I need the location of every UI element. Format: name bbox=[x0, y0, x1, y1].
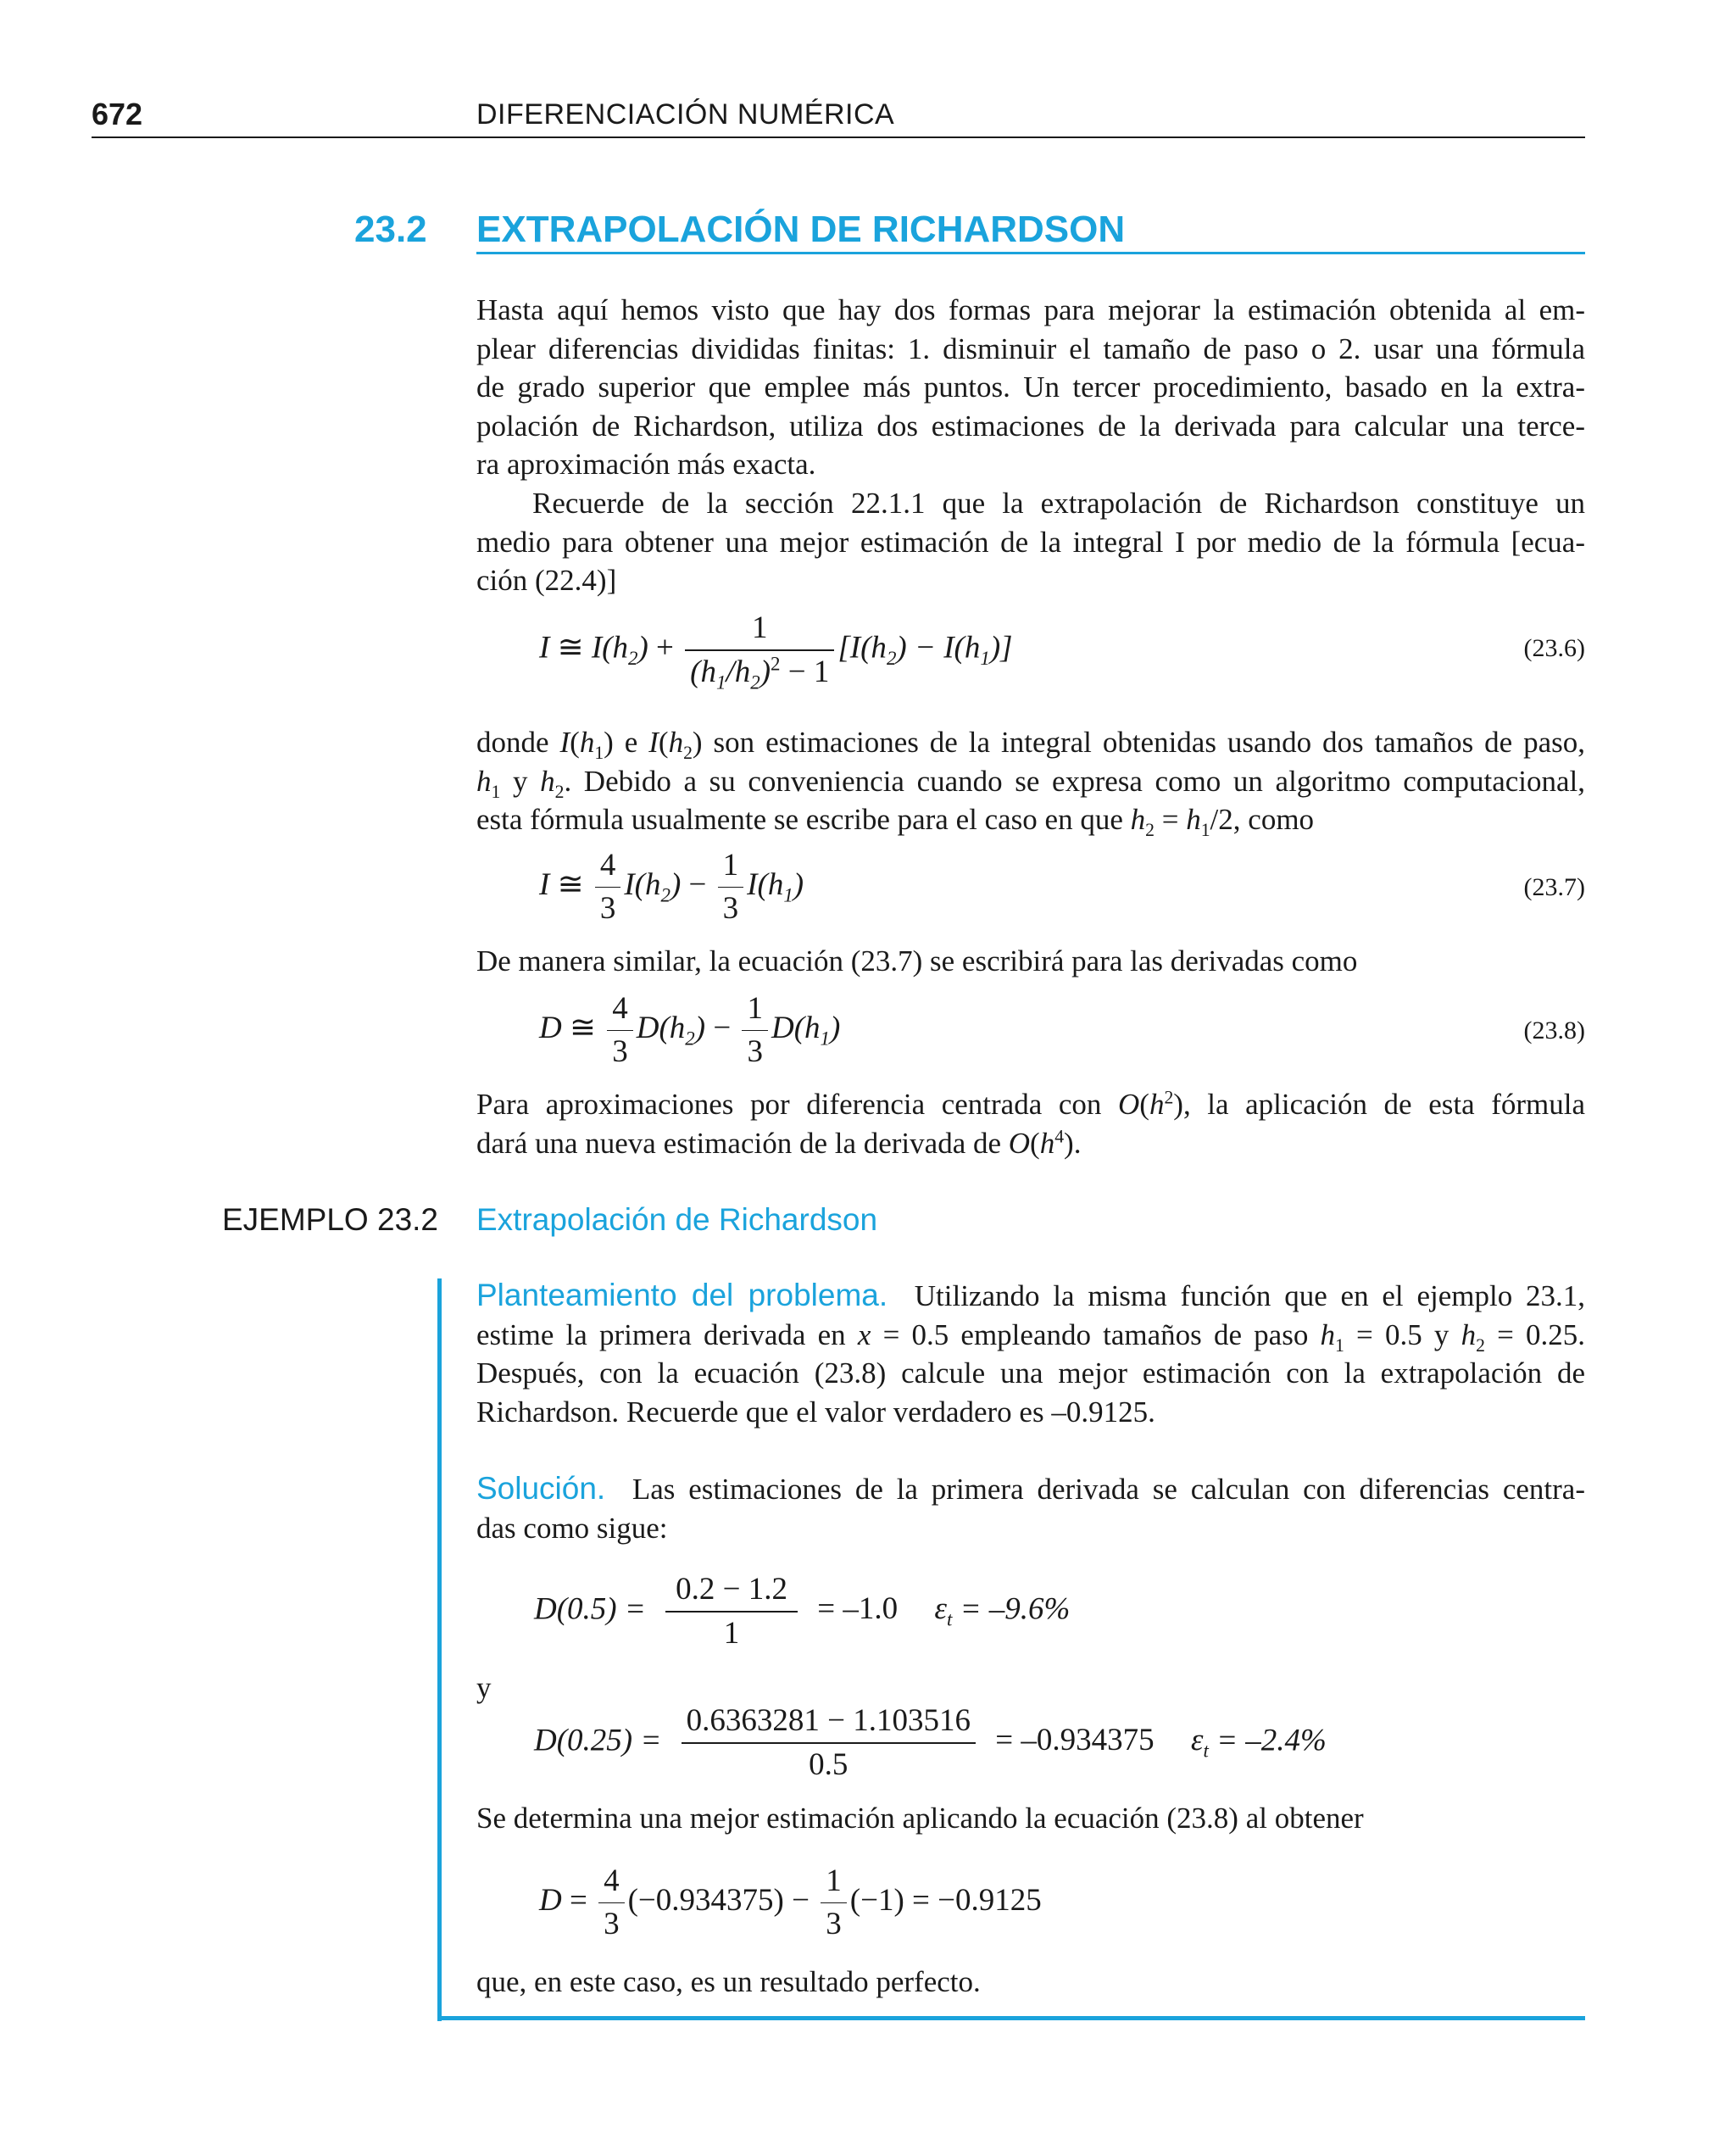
fraction: $\frac{4}{3}$ bbox=[607, 989, 633, 1072]
intro-paragraph-2 bbox=[476, 484, 1585, 600]
equation-number: (23.7) bbox=[1523, 873, 1585, 901]
section-title: EXTRAPOLACIÓN DE RICHARDSON bbox=[476, 209, 1126, 250]
closing-text: que, en este caso, es un resultado perfecto. bbox=[476, 1965, 981, 1998]
running-head: DIFERENCIACIÓN NUMÉRICA bbox=[476, 98, 895, 131]
text-line: Hasta aquí hemos visto que hay dos formas para mejorar la estimación obtenida al em- bbox=[476, 293, 1585, 326]
solution-lead: Solución. bbox=[476, 1471, 606, 1506]
fraction: $\frac{4}{3}$ bbox=[598, 1862, 625, 1944]
text-line: Después, con la ecuación (23.8) calcule una mejor estimación con la extrapolación de bbox=[476, 1356, 1585, 1390]
y-word: y bbox=[476, 1671, 492, 1704]
centrada-paragraph bbox=[476, 1085, 1585, 1162]
donde-paragraph bbox=[476, 723, 1585, 839]
text-line: estime la primera derivada en x = 0.5 empleando tamaños de paso $h_1 = 0.5$ y $h_2 = 0.25$. bbox=[476, 1317, 1586, 1356]
text-line: ción (22.4)] bbox=[476, 564, 617, 597]
text-line: Solución. Las estimaciones de la primera derivada se calculan con diferencias centra- bbox=[476, 1471, 1585, 1506]
equation-number: (23.6) bbox=[1523, 634, 1585, 662]
text-line: donde $I(h_1)$ e $I(h_2)$ son estimaciones de la integral obtenidas usando dos tamaños de paso, bbox=[476, 726, 1586, 763]
better-estimation-text: Se determina una mejor estimación aplicando la ecuación (23.8) al obtener bbox=[476, 1802, 1364, 1835]
text-line: Recuerde de la sección 22.1.1 que la extrapolación de Richardson constituye un bbox=[532, 487, 1585, 520]
text-line: polación de Richardson, utiliza dos estimaciones de la derivada para calcular una terce- bbox=[476, 409, 1585, 443]
text-line: Para aproximaciones por diferencia centrada con $O(h^2)$, la aplicación de esta fórmula bbox=[476, 1087, 1586, 1121]
fraction: $\frac{1}{3}$ bbox=[742, 989, 768, 1072]
text-line: de grado superior que emplee más puntos. Un tercer procedimiento, basado en la extra- bbox=[476, 370, 1585, 404]
text-line: dará una nueva estimación de la derivada de $O(h^4)$. bbox=[476, 1125, 1082, 1160]
fraction: $\frac{1}{(h_1/h_2)^2 - 1}$ bbox=[685, 609, 834, 692]
section-rule bbox=[476, 252, 1585, 254]
text-line: $h_1$ y $h_2$. Debido a su conveniencia cuando se expresa como un algoritmo computacional, bbox=[476, 764, 1586, 802]
problem-statement bbox=[476, 1276, 1585, 1431]
fraction: $\frac{0.2 - 1.2}{1}$ bbox=[665, 1570, 798, 1653]
text-line: das como sigue: bbox=[476, 1511, 668, 1545]
fraction: $\frac{1}{3}$ bbox=[821, 1862, 847, 1944]
equation-23-7: I ≅ $\frac{4}{3}$ $I(h_2)$ − $\frac{1}{3}$ $I(h_1)$ bbox=[539, 846, 804, 928]
equation-23-6: I ≅ $I(h_2)$ + $\frac{1}{(h_1/h_2)^2 - 1}$ $[I(h_2) - I(h_1)]$ bbox=[539, 610, 1013, 693]
text-line: medio para obtener una mejor estimación de la integral I por medio de la fórmula [ecua- bbox=[476, 525, 1585, 559]
fraction: $\frac{1}{3}$ bbox=[718, 846, 744, 928]
problem-lead: Planteamiento del problema. bbox=[476, 1278, 888, 1312]
fraction: $\frac{0.6363281 - 1.103516}{0.5}$ bbox=[682, 1702, 976, 1785]
equation-d-0-25: D(0.25) = $\frac{0.6363281 - 1.103516}{0.5}$ = –0.934375 $\varepsilon_t = -2.4\%$ bbox=[534, 1702, 1327, 1785]
equation-d-0-5: D(0.5) = $\frac{0.2 - 1.2}{1}$ = –1.0 $\varepsilon_t = -9.6\%$ bbox=[534, 1570, 1070, 1653]
equation-final: D = $\frac{4}{3}$ (−0.934375) − $\frac{1}{3}$ (−1) = −0.9125 bbox=[539, 1862, 1042, 1944]
equation-23-8: D ≅ $\frac{4}{3}$ $D(h_2)$ − $\frac{1}{3}$ $D(h_1)$ bbox=[539, 989, 840, 1072]
example-side-bar bbox=[437, 1278, 442, 2021]
equation-number: (23.8) bbox=[1523, 1017, 1585, 1044]
fraction: $\frac{4}{3}$ bbox=[595, 846, 621, 928]
text-line: Planteamiento del problema. Utilizando la misma función que en el ejemplo 23.1, bbox=[476, 1278, 1586, 1312]
text-line: Richardson. Recuerde que el valor verdadero es –0.9125. bbox=[476, 1395, 1155, 1429]
solution-intro bbox=[476, 1469, 1585, 1547]
text-line: ra aproximación más exacta. bbox=[476, 448, 816, 481]
text-line: esta fórmula usualmente se escribe para el caso en que $h_2 = h_1/2$, como bbox=[476, 803, 1315, 840]
example-title: Extrapolación de Richardson bbox=[476, 1202, 878, 1237]
header-rule bbox=[92, 136, 1585, 138]
section-number: 23.2 bbox=[354, 209, 427, 250]
example-bottom-rule bbox=[437, 2016, 1585, 2020]
page-number: 672 bbox=[92, 97, 143, 131]
similar-paragraph bbox=[476, 942, 1585, 981]
example-label: EJEMPLO 23.2 bbox=[222, 1202, 439, 1237]
text-line: De manera similar, la ecuación (23.7) se escribirá para las derivadas como bbox=[476, 944, 1358, 978]
text-line: plear diferencias divididas finitas: 1. disminuir el tamaño de paso o 2. usar una fórmula bbox=[476, 331, 1585, 365]
intro-paragraph-1 bbox=[476, 291, 1585, 484]
